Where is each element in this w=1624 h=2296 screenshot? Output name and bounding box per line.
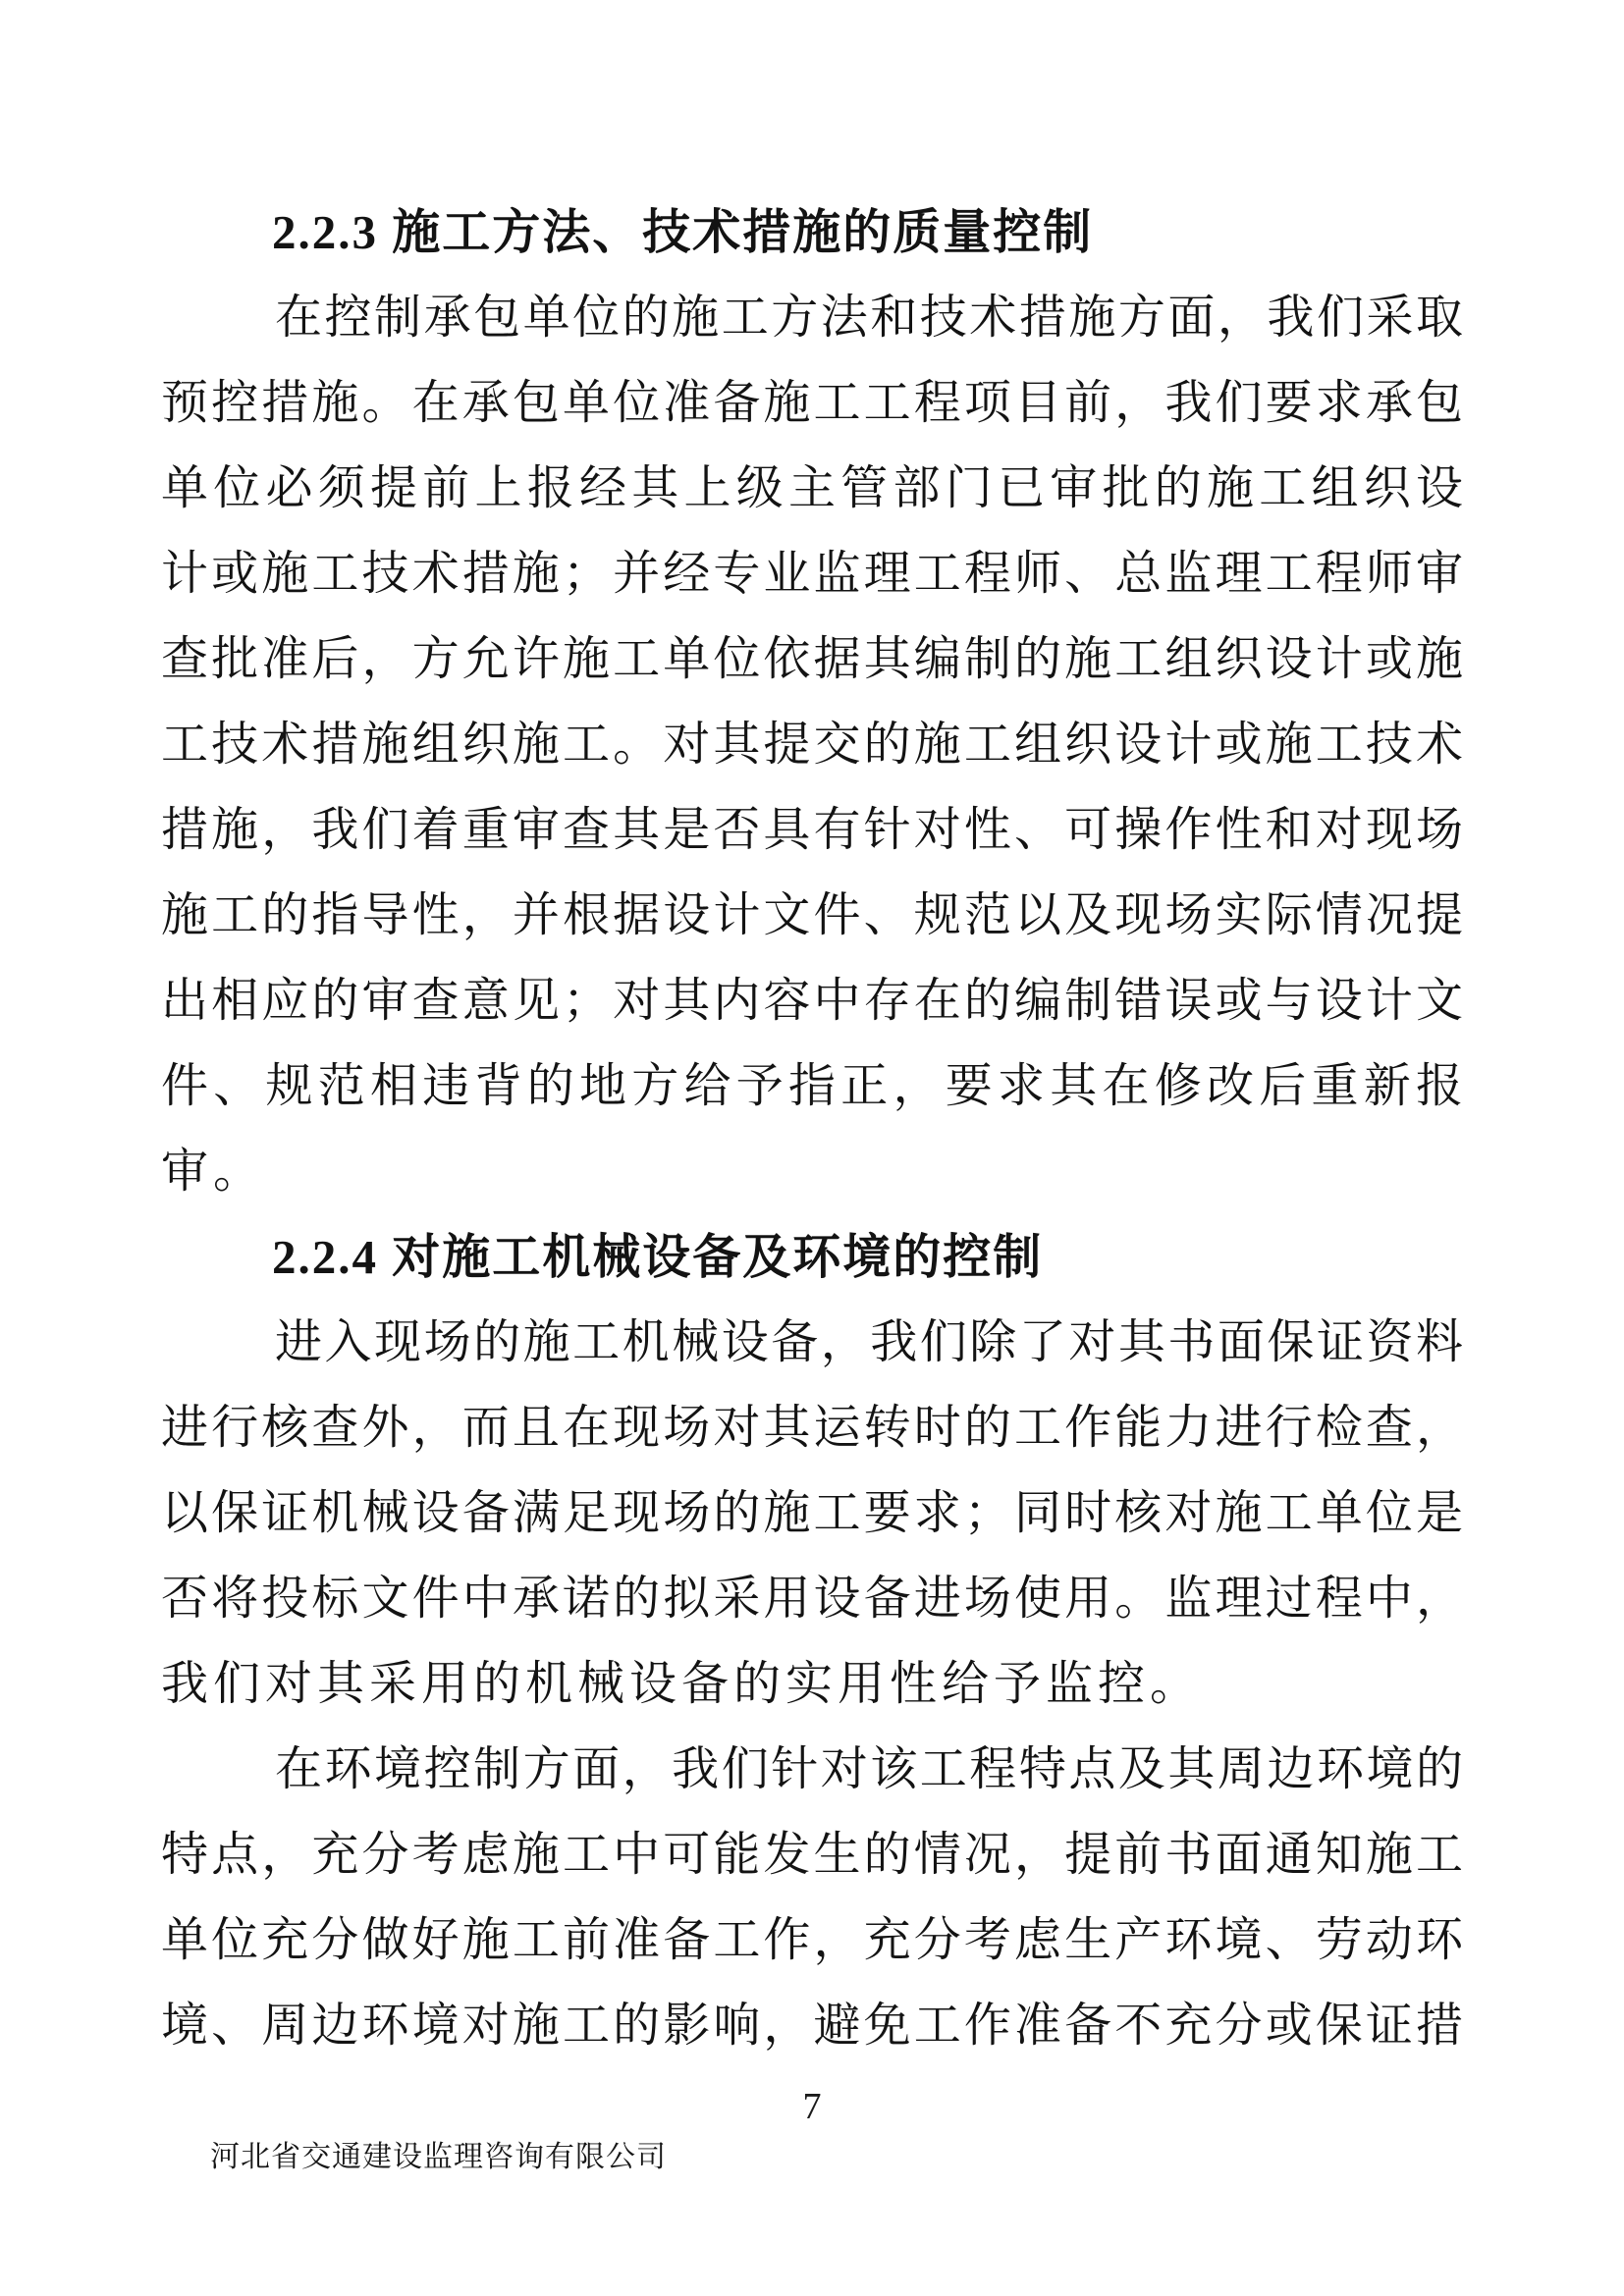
- section-heading: 2.2.4 对施工机械设备及环境的控制: [272, 1230, 1044, 1284]
- text-line: 工技术措施组织施工。对其提交的施工组织设计或施工技术: [161, 719, 1463, 771]
- text-line: 措施，我们着重审查其是否具有针对性、可操作性和对现场: [161, 804, 1463, 856]
- page-number: 7: [802, 2086, 822, 2127]
- text-line: 审。: [161, 1146, 266, 1198]
- text-line: 查批准后，方允许施工单位依据其编制的施工组织设计或施: [161, 633, 1463, 685]
- document-body: [161, 189, 1463, 2068]
- text-line: 在控制承包单位的施工方法和技术措施方面，我们采取: [275, 292, 1463, 344]
- text-line: 在环境控制方面，我们针对该工程特点及其周边环境的: [275, 1743, 1463, 1795]
- text-line: 单位必须提前上报经其上级主管部门已审批的施工组织设: [161, 462, 1463, 514]
- section-heading: 2.2.3 施工方法、技术措施的质量控制: [272, 205, 1094, 259]
- text-line: 出相应的审查意见；对其内容中存在的编制错误或与设计文: [161, 975, 1463, 1027]
- text-line: 件、规范相违背的地方给予指正，要求其在修改后重新报: [161, 1060, 1463, 1112]
- text-line: 进行核查外，而且在现场对其运转时的工作能力进行检查，: [161, 1402, 1463, 1454]
- text-line: 以保证机械设备满足现场的施工要求；同时核对施工单位是: [161, 1487, 1463, 1539]
- text-line: 特点，充分考虑施工中可能发生的情况，提前书面通知施工: [161, 1829, 1463, 1881]
- text-line: 预控措施。在承包单位准备施工工程项目前，我们要求承包: [161, 377, 1463, 429]
- text-line: 计或施工技术措施；并经专业监理工程师、总监理工程师审: [161, 548, 1463, 600]
- text-line: 进入现场的施工机械设备，我们除了对其书面保证资料: [275, 1316, 1463, 1368]
- footer-company-name: 河北省交通建设监理咨询有限公司: [210, 2141, 667, 2173]
- text-line: 施工的指导性，并根据设计文件、规范以及现场实际情况提: [161, 889, 1463, 941]
- text-line: 我们对其采用的机械设备的实用性给予监控。: [161, 1658, 1203, 1710]
- text-line: 境、周边环境对施工的影响，避免工作准备不充分或保证措: [161, 2000, 1463, 2052]
- text-line: 单位充分做好施工前准备工作，充分考虑生产环境、劳动环: [161, 1914, 1463, 1966]
- text-line: 否将投标文件中承诺的拟采用设备进场使用。监理过程中，: [161, 1573, 1463, 1625]
